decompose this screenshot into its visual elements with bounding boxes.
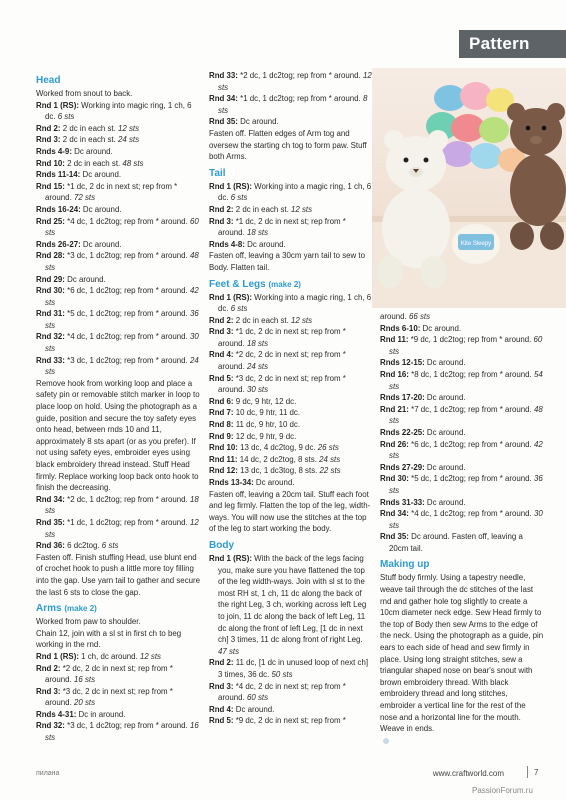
round-text: Dc around.	[71, 146, 113, 156]
round-label: Rnd 7:	[209, 408, 234, 418]
round-text: Dc around.	[424, 358, 466, 368]
round-label: Rnd 32:	[36, 332, 65, 342]
round-instruction	[209, 704, 372, 716]
round-text: 12 dc, 9 htr, 9 dc.	[233, 431, 297, 441]
round-instruction	[209, 239, 372, 251]
stitch-count: 16 sts	[73, 675, 96, 685]
round-text: 2 dc in each st.	[60, 123, 119, 133]
round-label: Rnd 2:	[209, 204, 234, 214]
round-text: *1 dc, 1 dc2tog; rep from * around.	[237, 94, 363, 104]
round-label: Rnd 28:	[36, 251, 65, 261]
round-text: Dc around.	[424, 497, 466, 507]
round-text: *8 dc, 1 dc2tog; rep from * around.	[408, 369, 534, 379]
stitch-count: 72 sts	[73, 193, 96, 203]
round-instruction	[209, 407, 372, 419]
round-instruction	[36, 274, 201, 286]
round-text: Working into magic ring, 1 ch, 6 dc.	[45, 100, 192, 122]
round-instruction	[380, 531, 544, 554]
round-text: 2 dc in each st.	[233, 204, 292, 214]
round-label: Rnd 15:	[36, 181, 65, 191]
round-label: Rnd 35:	[209, 117, 238, 127]
round-label: Rnd 1 (RS):	[209, 181, 252, 191]
instruction-paragraph: Fasten off. Flatten edges of Arm tog and oversew the starting ch tog to form paw. Stuff both Arms.	[209, 128, 367, 162]
round-instruction	[36, 517, 201, 540]
round-instruction	[36, 100, 201, 123]
round-label: Rnd 32:	[36, 721, 65, 731]
round-label: Rnd 1 (RS):	[36, 651, 79, 661]
round-text: 2 dc in each st.	[64, 158, 123, 168]
round-label: Rnd 31:	[36, 309, 65, 319]
round-label: Rnds 11-14:	[36, 170, 81, 180]
round-label: Rnd 3:	[36, 135, 61, 145]
round-text: 11 dc, [1 dc in unused loop of next ch] 3 times, 36 dc.	[218, 658, 369, 679]
round-text: Dc around.	[420, 323, 462, 333]
stitch-count: 24 sts	[319, 454, 341, 464]
round-instruction	[36, 494, 201, 517]
round-label: Rnds 4-9:	[36, 146, 72, 156]
end-marker-icon	[383, 738, 389, 744]
round-label: Rnd 11:	[380, 335, 409, 345]
round-instruction	[209, 373, 372, 396]
round-text: *2 dc, 2 dc in next st; rep from * around.	[218, 350, 346, 372]
stitch-count: 12 sts	[218, 71, 372, 92]
round-text: Working into a magic ring, 1 ch, 6 dc.	[218, 181, 372, 203]
round-instruction	[380, 392, 544, 404]
instruction-paragraph: Worked from snout to back.	[36, 89, 133, 98]
stitch-count: 36 sts	[389, 474, 543, 495]
round-text: *6 dc, 1 dc2tog; rep from * around.	[64, 286, 190, 296]
stitch-count: 12 sts	[291, 204, 313, 214]
round-label: Rnd 2:	[209, 315, 234, 325]
stitch-count: 18 sts	[246, 338, 269, 348]
stitch-count: 30 sts	[389, 509, 543, 530]
round-text: *4 dc, 1 dc2tog; rep from * around.	[64, 332, 190, 342]
round-instruction	[36, 158, 201, 170]
section-heading: Feet & Legs (make 2)	[209, 278, 301, 290]
round-instruction	[380, 334, 544, 357]
round-instruction	[209, 315, 372, 327]
round-instruction	[36, 540, 201, 552]
round-instruction	[209, 681, 372, 704]
round-instruction	[209, 431, 372, 443]
round-instruction	[36, 709, 201, 721]
stitch-count: 20 sts	[73, 698, 96, 708]
stitch-count: 24 sts	[45, 355, 199, 377]
round-label: Rnd 33:	[209, 71, 238, 80]
round-label: Rnd 2:	[36, 123, 61, 133]
round-instruction	[36, 216, 201, 239]
instruction-paragraph: Chain 12, join with a sl st in first ch to beg working in the rnd.	[36, 628, 182, 650]
stitch-count: 18 sts	[45, 494, 199, 516]
round-label: Rnds 16-24:	[36, 204, 81, 214]
section-heading: Tail	[209, 167, 226, 179]
round-label: Rnd 3:	[209, 327, 234, 337]
round-instruction	[36, 355, 201, 378]
round-text: *1 dc, 2 dc in next st; rep from * around.	[45, 181, 178, 203]
round-text: 13 dc, 1 dc3tog, 8 sts.	[237, 466, 320, 476]
round-text: *3 dc, 2 dc in next st; rep from * around.	[45, 686, 173, 708]
round-instruction	[209, 442, 372, 454]
round-text: *9 dc, 1 dc2tog; rep from * around.	[408, 335, 534, 345]
stitch-count: 12 sts	[45, 517, 199, 539]
column-1	[36, 70, 201, 744]
stitch-count: 12 sts	[291, 315, 313, 325]
round-label: Rnd 3:	[36, 686, 61, 696]
stitch-count: 47 sts	[218, 646, 240, 656]
round-text: Dc around.	[424, 393, 466, 403]
section-heading: Head	[36, 75, 61, 86]
round-label: Rnd 9:	[209, 431, 234, 441]
stitch-count: 30 sts	[45, 332, 199, 354]
round-text: *6 dc, 1 dc2tog; rep from * around.	[408, 439, 534, 449]
round-label: Rnd 29:	[36, 274, 65, 284]
round-text: 11 dc, 9 htr, 10 dc.	[233, 420, 301, 430]
round-instruction	[36, 239, 201, 251]
stitch-count: 12 sts	[139, 651, 162, 661]
round-instruction	[380, 404, 544, 427]
make-count: (make 2)	[64, 604, 97, 614]
round-label: Rnds 26-27:	[36, 239, 81, 249]
round-text: *9 dc, 2 dc in next st; rep from *	[233, 716, 346, 726]
instruction-paragraph: Fasten off. Finish stuffing Head, use blunt end of crochet hook to push a little more toy filling into the gap. Use yarn tail to gather and secure the last 6 sts to close the gap.	[36, 552, 201, 597]
stitch-count: 48 sts	[45, 251, 199, 272]
stitch-count: 6 sts	[230, 193, 248, 203]
round-text: *3 dc, 2 dc in next st; rep from * around.	[218, 373, 346, 395]
round-text: *2 dc, 2 dc in next st; rep from * around.	[45, 663, 173, 685]
round-text: Dc around.	[253, 478, 295, 487]
round-text: *1 dc, 2 dc in next st; rep from * around.	[218, 327, 346, 348]
round-label: Rnd 11:	[209, 454, 238, 464]
round-instruction	[36, 308, 201, 331]
watermark: PassionForum.ru	[472, 786, 533, 795]
round-text: *4 dc, 2 dc in next st; rep from * around.	[218, 681, 346, 703]
stitch-count: 54 sts	[389, 369, 543, 391]
round-instruction	[209, 116, 372, 128]
stitch-count: 50 sts	[271, 669, 293, 679]
round-text: *3 dc, 1 dc2tog; rep from * around.	[64, 355, 190, 365]
round-label: Rnd 21:	[380, 404, 409, 414]
round-instruction	[209, 216, 372, 239]
round-text: Dc around.	[64, 274, 106, 284]
round-instruction	[380, 462, 544, 474]
round-label: Rnds 4-8:	[209, 239, 245, 249]
teddy-bears-photo	[372, 68, 566, 308]
round-label: Rnds 17-20:	[380, 393, 425, 403]
round-label: Rnd 25:	[36, 216, 65, 226]
round-instruction	[380, 439, 544, 462]
round-text: Dc around. Fasten off, leaving a 20cm tail.	[389, 532, 523, 553]
round-text: Dc around.	[244, 239, 286, 249]
round-text: *5 dc, 1 dc2tog; rep from * around.	[64, 309, 190, 319]
round-text: *3 dc, 1 dc2tog; rep from * around.	[64, 251, 190, 261]
instruction-paragraph: Worked from paw to shoulder.	[36, 617, 141, 627]
round-label: Rnds 6-10:	[380, 323, 421, 333]
round-label: Rnds 27-29:	[380, 462, 425, 472]
round-text: With the back of the legs facing you, make sure you have flattened the top of the leg width-ways. Join with sl st to the most RH st, 1 ch, 11 dc along the back of the right Leg, 3 ch, working across left Leg to join, 11 dc along the back of left Leg, 11 dc along the front of left Leg, [1 dc in next ch] 3 times, 11 dc along front of right Leg.	[218, 553, 367, 645]
round-instruction	[380, 427, 544, 439]
round-instruction	[209, 396, 372, 408]
stitch-count: 22 sts	[319, 466, 341, 476]
stitch-count: 18 sts	[246, 228, 269, 238]
round-label: Rnd 30:	[36, 286, 65, 296]
stitch-count: 6 sts	[230, 304, 248, 314]
round-text: *4 dc, 1 dc2tog; rep from * around.	[408, 509, 534, 519]
stitch-count: 24 sts	[118, 135, 140, 145]
round-label: Rnd 5:	[209, 716, 234, 726]
teddy-bears-illustration	[372, 68, 566, 308]
round-text: Dc around.	[80, 204, 122, 214]
round-instruction	[380, 323, 544, 335]
column-3	[380, 311, 544, 746]
round-instruction	[36, 123, 201, 135]
instruction-paragraph: Stuff body firmly. Using a tapestry needle, weave tail through the dc stitches of the last rnd and gather hole tog slightly to create a 10cm diameter neck edge. Sew Head firmly to the top of Body then sew Arms to the edge of the neck. Using the photograph as a guide, pin ears to each side of head and sew firmly in place. Using long straight stitches, sew a triangular shaped nose on bear's snout with brown embroidery thread. With black embroidery thread and long stitches, embroider a vertical line for the rest of the nose and a horizontal line for the mouth. Weave in ends.	[380, 573, 544, 734]
round-instruction	[36, 204, 201, 216]
round-text: Dc in around.	[76, 709, 126, 719]
stitch-count: 60 sts	[389, 335, 543, 356]
round-instruction	[380, 473, 544, 496]
round-label: Rnd 1 (RS):	[36, 100, 79, 110]
round-text: *1 dc, 2 dc in next st; rep from * around.	[218, 216, 346, 238]
round-instruction	[36, 134, 201, 146]
round-instruction	[209, 181, 372, 204]
stitch-count: 60 sts	[246, 693, 269, 703]
round-label: Rnd 3:	[209, 681, 234, 691]
footer-divider	[527, 766, 528, 778]
round-instruction	[380, 508, 544, 531]
round-label: Rnd 33:	[36, 355, 65, 365]
round-instruction	[209, 657, 372, 680]
round-label: Rnd 4:	[209, 350, 234, 360]
round-label: Rnd 6:	[209, 396, 234, 406]
round-instruction	[209, 349, 372, 372]
round-instruction	[209, 70, 372, 93]
stitch-count: 48 sts	[389, 404, 543, 426]
round-text: Dc around.	[237, 117, 279, 127]
round-label: Rnd 30:	[380, 474, 409, 484]
stitch-count: 12 sts	[118, 123, 140, 133]
column-2	[209, 70, 372, 727]
round-label: Rnds 12-15:	[380, 358, 425, 368]
round-text: *4 dc, 1 dc2tog; rep from * around.	[64, 216, 190, 226]
round-label: Rnd 34:	[209, 94, 238, 104]
round-label: Rnd 2:	[209, 658, 234, 668]
round-label: Rnds 4-31:	[36, 709, 77, 719]
stitch-count: 16 sts	[45, 721, 199, 743]
round-label: Rnds 13-34:	[209, 478, 254, 487]
instruction-paragraph: Fasten off, leaving a 30cm yarn tail to sew to Body. Flatten tail.	[209, 251, 365, 272]
round-text: *5 dc, 1 dc2tog; rep from * around.	[408, 474, 534, 484]
footer-left-text: пилана	[36, 770, 60, 777]
round-instruction	[36, 663, 201, 686]
round-label: Rnd 1 (RS):	[209, 292, 252, 302]
stitch-count: 26 sts	[317, 443, 339, 453]
round-text: 13 dc, 4 dc2tog, 9 dc.	[237, 443, 318, 453]
round-label: Rnds 22-25:	[380, 427, 425, 437]
make-count: (make 2)	[268, 279, 301, 289]
round-text: Dc around.	[424, 427, 466, 437]
round-text: 1 ch, dc around.	[78, 651, 140, 661]
round-instruction	[36, 331, 201, 354]
round-label: Rnds 31-33:	[380, 497, 425, 507]
round-label: Rnd 36:	[36, 541, 65, 551]
stitch-count: 30 sts	[246, 385, 269, 395]
round-instruction	[380, 311, 544, 323]
pattern-section-tab: Pattern	[459, 30, 566, 58]
round-text: 6 dc2tog.	[64, 541, 102, 551]
round-instruction	[36, 686, 201, 709]
round-text: 10 dc, 9 htr, 11 dc.	[233, 408, 301, 418]
round-instruction	[36, 181, 201, 204]
round-instruction	[209, 465, 372, 477]
stitch-count: 6 sts	[101, 541, 119, 551]
round-label: Rnd 3:	[209, 216, 234, 226]
round-instruction	[380, 497, 544, 509]
round-text: *3 dc, 1 dc2tog; rep from * around.	[64, 721, 190, 731]
round-instruction	[209, 715, 372, 727]
stitch-count: 66 sts	[408, 312, 431, 321]
round-text: Dc around.	[424, 462, 466, 472]
round-label: Rnd 4:	[209, 704, 234, 714]
round-text: *7 dc, 1 dc2tog; rep from * around.	[408, 404, 534, 414]
round-text: *2 dc, 1 dc2tog; rep from * around.	[237, 71, 363, 80]
stitch-count: 48 sts	[122, 158, 144, 168]
instruction-paragraph: Remove hook from working loop and place a safety pin or removable stitch marker in loop to place loop on hold. Using the photograph as a guide, position and secure the toy safety eyes onto head, between rnds 10 and 11, approximately 8 sts apart (or as you prefer). If not using safety eyes, embroider eyes using black embroidery thread instead. Stuff Head firmly. Replace working loop back onto hook to finish the decreasing.	[36, 378, 200, 493]
round-text: Dc around.	[80, 170, 122, 180]
round-instruction	[209, 204, 372, 216]
stitch-count: 60 sts	[45, 216, 199, 238]
section-heading: Arms (make 2)	[36, 603, 97, 615]
round-instruction	[36, 651, 201, 663]
round-label: Rnd 1 (RS):	[209, 553, 252, 563]
round-text: Working into a magic ring, 1 ch, 6 dc.	[218, 292, 372, 314]
round-text: around.	[380, 312, 409, 321]
round-label: Rnd 5:	[209, 373, 234, 383]
round-text: 14 dc, 2 dc2tog, 8 sts.	[237, 454, 320, 464]
round-text: Dc around.	[80, 239, 122, 249]
round-label: Rnd 26:	[380, 439, 409, 449]
round-instruction	[36, 250, 201, 273]
stitch-count: 42 sts	[45, 286, 199, 307]
stitch-count: 24 sts	[246, 362, 269, 372]
round-text: *1 dc, 1 dc2tog; rep from * around.	[64, 517, 190, 527]
section-heading: Making up	[380, 559, 430, 571]
round-instruction	[36, 146, 201, 158]
round-instruction	[380, 369, 544, 392]
round-label: Rnd 2:	[36, 663, 61, 673]
round-instruction	[209, 553, 372, 657]
round-instruction	[36, 720, 201, 743]
round-instruction	[36, 169, 201, 181]
round-label: Rnd 35:	[36, 517, 65, 527]
footer-url[interactable]: www.craftworld.com	[432, 769, 504, 778]
round-text: 2 dc in each st.	[60, 135, 119, 145]
round-text: *2 dc, 1 dc2tog; rep from * around.	[64, 494, 190, 504]
round-instruction	[209, 292, 372, 315]
round-label: Rnd 16:	[380, 369, 409, 379]
round-label: Rnd 12:	[209, 466, 238, 476]
round-instruction	[209, 477, 372, 489]
round-instruction	[209, 93, 372, 116]
stitch-count: 6 sts	[57, 112, 75, 122]
round-instruction	[380, 357, 544, 369]
stitch-count: 42 sts	[389, 439, 543, 461]
instruction-paragraph: Fasten off, leaving a 20cm tail. Stuff each foot and leg firmly. Flatten the top of the leg, width-ways. You will now use the stitches at the top of the leg to start working the body.	[209, 489, 371, 534]
stitch-count: 36 sts	[45, 309, 199, 330]
round-text: Dc around.	[233, 704, 275, 714]
round-label: Rnd 34:	[36, 494, 65, 504]
yarn-label: Kite Sleepy	[460, 241, 492, 247]
stitch-count: 8 sts	[218, 94, 368, 115]
round-instruction	[209, 454, 372, 466]
round-label: Rnd 10:	[36, 158, 65, 168]
section-heading: Body	[209, 539, 234, 551]
round-text: 2 dc in each st.	[233, 315, 292, 325]
round-label: Rnd 8:	[209, 420, 234, 430]
round-instruction	[209, 326, 372, 349]
round-text: 9 dc, 9 htr, 12 dc.	[233, 396, 297, 406]
round-label: Rnd 35:	[380, 532, 409, 542]
round-label: Rnd 34:	[380, 509, 409, 519]
round-instruction	[36, 285, 201, 308]
round-label: Rnd 10:	[209, 443, 238, 453]
round-instruction	[209, 419, 372, 431]
page-number: 7	[534, 768, 539, 777]
